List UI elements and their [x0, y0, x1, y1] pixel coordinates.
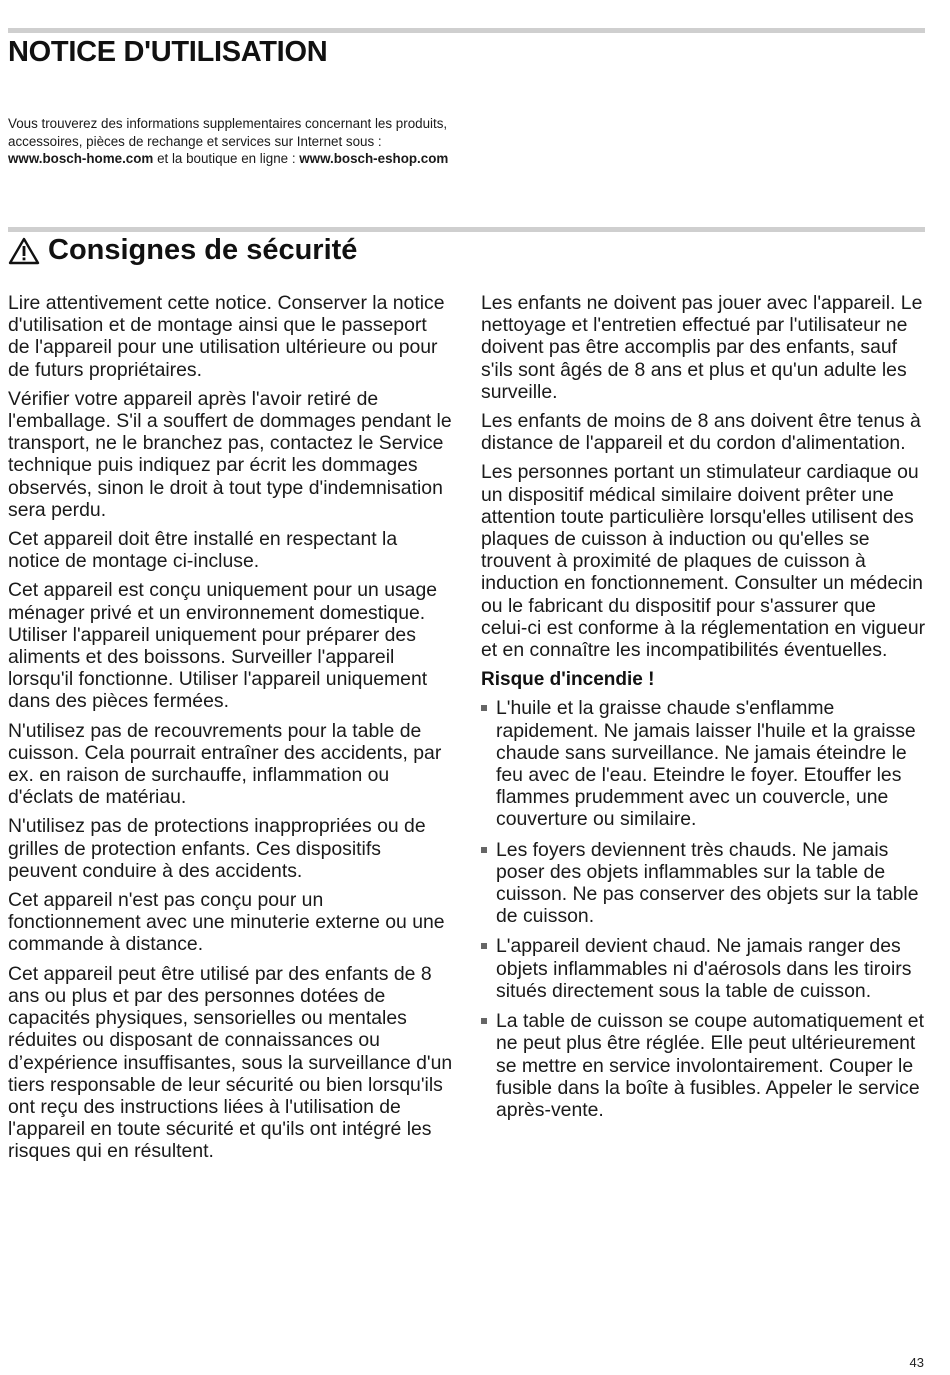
paragraph: Les enfants de moins de 8 ans doivent être tenus à distance de l'appareil et du cordon d'alimentation. — [481, 410, 921, 455]
paragraph: Les enfants ne doivent pas jouer avec l'appareil. Le nettoyage et l'entretien effectué par l'utilisateur ne doivent pas être accomplis par des enfants, sauf s'ils sont âgés de 8 ans et plus et qu'un adulte les surveille. — [481, 292, 923, 403]
list-item-text: Les foyers deviennent très chauds. Ne jamais poser des objets inflammables sur la table de cuisson. Ne pas conserver des objets sur la table de cuisson. — [496, 838, 919, 928]
section-heading — [8, 234, 357, 267]
list-item-text: La table de cuisson se coupe automatiquement et ne peut plus être réglée. Elle peut ultérieurement se mettre en service involontairement. Couper le fusible dans la boîte à fusibles. Appeler le service après-vente. — [496, 1010, 924, 1121]
bullet-square-icon — [481, 705, 487, 711]
intro-text-part-2: et la boutique en ligne : — [153, 151, 300, 166]
intro-text-part-1: Vous trouverez des informations supplementaires concernant les produits, accessoires, pièces de rechange et services sur Internet sous : — [8, 116, 448, 149]
list-item-text: L'appareil devient chaud. Ne jamais ranger des objets inflammables ni d'aérosols dans les tiroirs situés directement sous la table de cuisson. — [496, 935, 912, 1002]
paragraph: N'utilisez pas de protections inappropriées ou de grilles de protection enfants. Ces dispositifs peuvent conduire à des accidents. — [8, 815, 426, 882]
list-item — [481, 935, 926, 1002]
bullet-square-icon — [481, 943, 487, 949]
paragraph: Cet appareil est conçu uniquement pour un usage ménager privé et un environnement domestique. Utiliser l'appareil uniquement pour préparer des aliments et des boissons. Surveiller l'appareil lorsqu'il fonctionne. Utiliser l'appareil uniquement dans des pièces fermées. — [8, 579, 438, 713]
paragraph: Lire attentivement cette notice. Conserver la notice d'utilisation et de montage ainsi que le passeport de l'appareil pour une utilisation ultérieure ou pour de futurs propriétaires. — [8, 292, 445, 381]
top-divider — [8, 28, 925, 33]
page-number: 43 — [909, 1355, 924, 1370]
list-item — [481, 697, 926, 830]
bullet-square-icon — [481, 847, 487, 853]
bosch-home-link[interactable]: www.bosch-home.com — [8, 151, 154, 166]
paragraph: Cet appareil peut être utilisé par des enfants de 8 ans ou plus et par des personnes dotées de capacités physiques, sensorielles ou mentales réduites ou disposant de connaissances ou d’expérience insuffisantes, sous la surveillance d'un tiers responsable de leur sécurité ou bien lorsqu'ils ont reçu des instructions liées à l'utilisation de l'appareil en toute sécurité et qu'ils ont intégré les risques qui en résultent. — [8, 962, 453, 1163]
bullet-square-icon — [481, 1018, 487, 1024]
bosch-eshop-link[interactable]: www.bosch-eshop.com — [299, 151, 449, 166]
paragraph: Vérifier votre appareil après l'avoir retiré de l'emballage. S'il a souffert de dommages pendant le transport, ne le branchez pas, contactez le Service technique puis indiquez par écrit les dommages observés, sinon le droit à tout type d'indemnisation sera perdu. — [8, 387, 452, 521]
intro-text — [8, 115, 453, 168]
paragraph: N'utilisez pas de recouvrements pour la table de cuisson. Cela pourrait entraîner des accidents, par ex. en raison de surchauffe, inflammation ou d'éclats de matériau. — [8, 719, 442, 809]
paragraph: Cet appareil n'est pas conçu pour un fonctionnement avec une minuterie externe ou une commande à distance. — [8, 889, 445, 956]
warning-triangle-icon — [8, 237, 40, 265]
section-title: Consignes de sécurité — [48, 234, 358, 266]
list-item — [481, 1010, 926, 1121]
list-item-text: L'huile et la graisse chaude s'enflamme rapidement. Ne jamais laisser l'huile et la graisse chaude sans surveillance. Ne jamais éteindre le feu avec de l'eau. Eteindre le foyer. Etouffer les flammes prudemment avec un couvercle, une couverture ou similaire. — [496, 697, 916, 831]
page-title: NOTICE D'UTILISATION — [8, 36, 328, 68]
left-column — [8, 292, 453, 1170]
paragraph: Cet appareil doit être installé en respectant la notice de montage ci-incluse. — [8, 528, 398, 573]
fire-risk-heading: Risque d'incendie ! — [481, 669, 655, 691]
paragraph: Les personnes portant un stimulateur cardiaque ou un dispositif médical similaire doivent prêter une attention toute particulière lorsqu'elles utilisent des plaques de cuisson à induction ou qu'elles se trouvent à proximité de plaques de cuisson à induction en fonctionnement. Consulter un médecin ou le fabricant du dispositif pour s'assurer que celui-ci est conforme à la réglementation en vigueur et en connaître les incompatibilités éventuelles. — [481, 461, 926, 662]
list-item — [481, 839, 926, 928]
section-divider — [8, 227, 925, 232]
fire-risk-list — [481, 697, 926, 1121]
right-column — [481, 292, 926, 1129]
